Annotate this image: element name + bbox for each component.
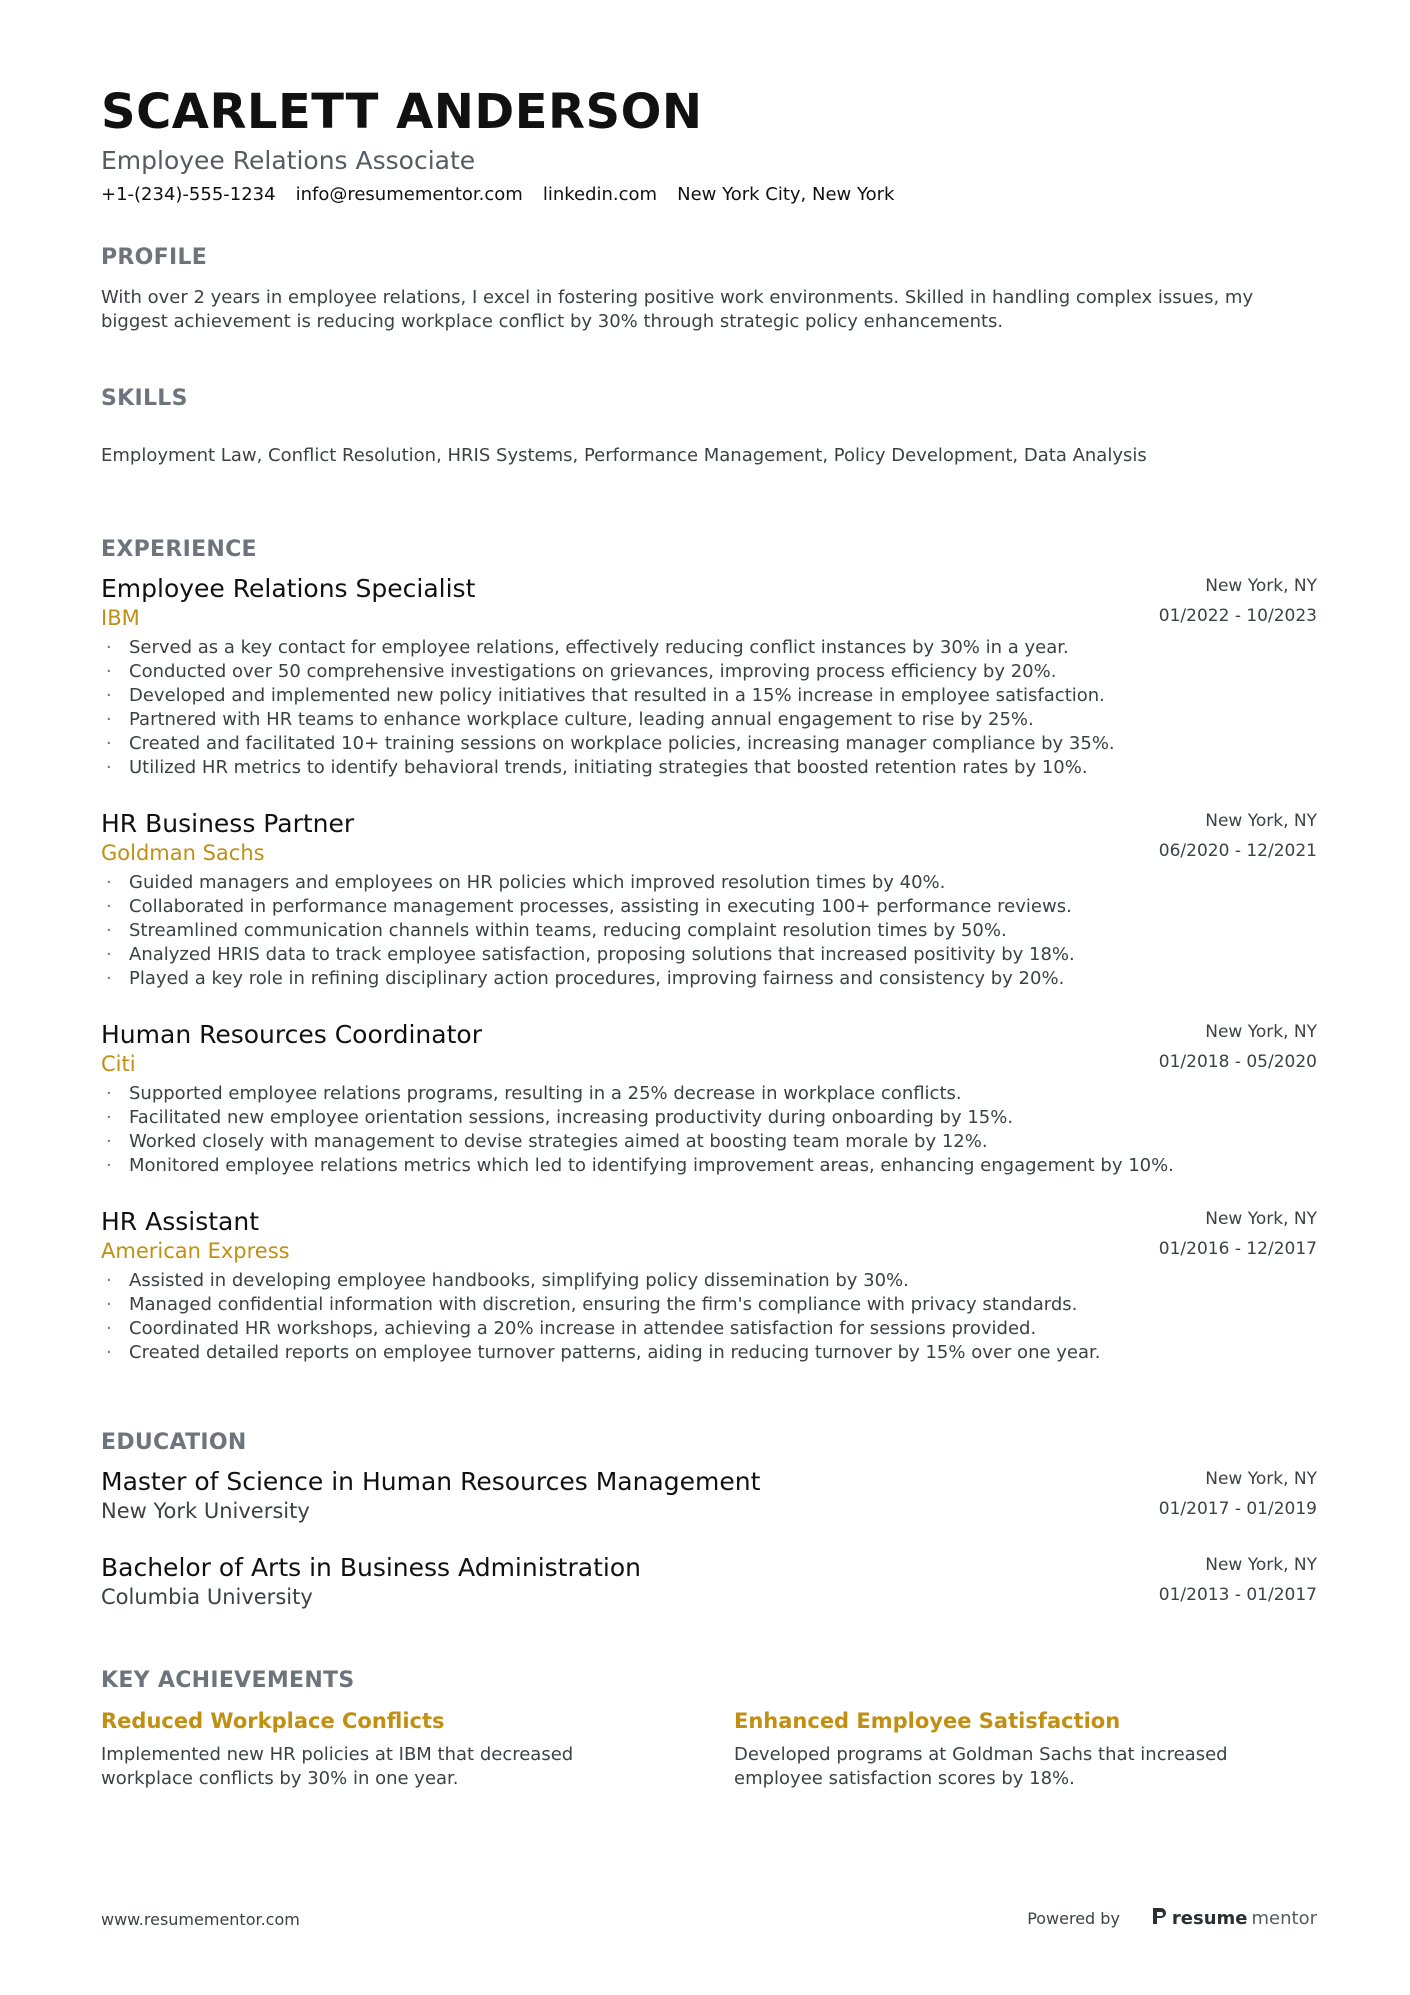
contact-email[interactable]: info@resumementor.com — [295, 184, 523, 205]
profile-text: With over 2 years in employee relations, I excel in fostering positive work environments. Skilled in handling complex issues, my biggest achievement is reducing workplace conflict by 30% through strategic policy enhancements. — [101, 287, 1254, 332]
job-bullet: · Developed and implemented new policy initiatives that resulted in a 15% increase in employee satisfaction. — [101, 684, 1317, 708]
job-dates: 01/2022 - 10/2023 — [1158, 606, 1317, 626]
achievement-desc: Developed programs at Goldman Sachs that increased employee satisfaction scores by 18%. — [734, 1744, 1228, 1789]
edu-degree: Master of Science in Human Resources Management — [101, 1467, 761, 1496]
job-bullet: · Played a key role in refining disciplinary action procedures, improving fairness and consistency by 20%. — [101, 967, 1317, 991]
job-bullet: · Created detailed reports on employee turnover patterns, aiding in reducing turnover by 15% over one year. — [101, 1341, 1317, 1365]
achievement-title: Reduced Workplace Conflicts — [101, 1709, 445, 1733]
powered-by-label: Powered by — [1027, 1909, 1120, 1928]
contact-linkedin[interactable]: linkedin.com — [542, 184, 658, 205]
achievement-desc: Implemented new HR policies at IBM that decreased workplace conflicts by 30% in one year. — [101, 1744, 574, 1789]
job-company: American Express — [101, 1239, 290, 1263]
job-company: Citi — [101, 1052, 136, 1076]
job-title: HR Business Partner — [101, 809, 355, 838]
footer-branding — [1027, 1906, 1317, 1931]
job-bullet: · Assisted in developing employee handbooks, simplifying policy dissemination by 30%. — [101, 1269, 1317, 1293]
job-title: Human Resources Coordinator — [101, 1020, 482, 1049]
job-bullets — [101, 1082, 1317, 1178]
edu-school: New York University — [101, 1499, 310, 1523]
job-bullet: · Collaborated in performance management processes, assisting in executing 100+ performance reviews. — [101, 895, 1317, 919]
job-location: New York, NY — [1205, 1209, 1317, 1229]
job-bullet: · Supported employee relations programs, resulting in a 25% decrease in workplace conflicts. — [101, 1082, 1317, 1106]
edu-dates: 01/2017 - 01/2019 — [1158, 1499, 1317, 1519]
job-location: New York, NY — [1205, 811, 1317, 831]
candidate-name: SCARLETT ANDERSON — [101, 84, 703, 140]
job-title: HR Assistant — [101, 1207, 260, 1236]
job-company: IBM — [101, 606, 140, 630]
job-bullet: · Managed confidential information with discretion, ensuring the firm's compliance with privacy standards. — [101, 1293, 1317, 1317]
edu-degree: Bachelor of Arts in Business Administration — [101, 1553, 641, 1582]
job-bullet: · Monitored employee relations metrics which led to identifying improvement areas, enhancing engagement by 10%. — [101, 1154, 1317, 1178]
footer-website[interactable]: www.resumementor.com — [101, 1910, 300, 1929]
brand-name-strong: resume — [1171, 1908, 1248, 1929]
section-title-achievements: KEY ACHIEVEMENTS — [101, 1668, 355, 1693]
job-bullet: · Created and facilitated 10+ training sessions on workplace policies, increasing manager compliance by 35%. — [101, 732, 1317, 756]
resumementor-logo-icon — [1150, 1906, 1168, 1931]
job-bullets — [101, 871, 1317, 991]
job-dates: 06/2020 - 12/2021 — [1158, 841, 1317, 861]
job-bullet: · Worked closely with management to devise strategies aimed at boosting team morale by 12%. — [101, 1130, 1317, 1154]
section-title-education: EDUCATION — [101, 1430, 247, 1455]
job-dates: 01/2018 - 05/2020 — [1158, 1052, 1317, 1072]
job-bullets — [101, 1269, 1317, 1365]
job-bullet: · Coordinated HR workshops, achieving a 20% increase in attendee satisfaction for sessions provided. — [101, 1317, 1317, 1341]
achievement-title: Enhanced Employee Satisfaction — [734, 1709, 1121, 1733]
job-bullets — [101, 636, 1317, 780]
job-bullet: · Partnered with HR teams to enhance workplace culture, leading annual engagement to rise by 25%. — [101, 708, 1317, 732]
job-title: Employee Relations Specialist — [101, 574, 476, 603]
section-title-experience: EXPERIENCE — [101, 537, 257, 562]
edu-dates: 01/2013 - 01/2017 — [1158, 1585, 1317, 1605]
job-bullet: · Guided managers and employees on HR policies which improved resolution times by 40%. — [101, 871, 1317, 895]
edu-school: Columbia University — [101, 1585, 313, 1609]
job-location: New York, NY — [1205, 576, 1317, 596]
achievement-item — [101, 1709, 621, 1791]
contact-location: New York City, New York — [677, 184, 895, 205]
candidate-role: Employee Relations Associate — [101, 146, 476, 175]
job-bullet: · Served as a key contact for employee relations, effectively reducing conflict instances by 30% in a year. — [101, 636, 1317, 660]
job-bullet: · Facilitated new employee orientation sessions, increasing productivity during onboarding by 15%. — [101, 1106, 1317, 1130]
job-bullet: · Analyzed HRIS data to track employee satisfaction, proposing solutions that increased positivity by 18%. — [101, 943, 1317, 967]
edu-location: New York, NY — [1205, 1469, 1317, 1489]
job-bullet: · Utilized HR metrics to identify behavioral trends, initiating strategies that boosted retention rates by 10%. — [101, 756, 1317, 780]
job-dates: 01/2016 - 12/2017 — [1158, 1239, 1317, 1259]
skills-text: Employment Law, Conflict Resolution, HRIS Systems, Performance Management, Policy Development, Data Analysis — [101, 445, 1147, 466]
brand-logo[interactable] — [1150, 1906, 1317, 1931]
job-company: Goldman Sachs — [101, 841, 265, 865]
contact-line — [101, 184, 894, 205]
job-location: New York, NY — [1205, 1022, 1317, 1042]
section-title-profile: PROFILE — [101, 245, 208, 270]
job-bullet: · Streamlined communication channels within teams, reducing complaint resolution times by 50%. — [101, 919, 1317, 943]
contact-phone: +1-(234)-555-1234 — [101, 184, 276, 205]
achievement-item — [734, 1709, 1254, 1791]
edu-location: New York, NY — [1205, 1555, 1317, 1575]
brand-name-light: mentor — [1251, 1908, 1317, 1929]
section-title-skills: SKILLS — [101, 386, 188, 411]
job-bullet: · Conducted over 50 comprehensive investigations on grievances, improving process efficiency by 20%. — [101, 660, 1317, 684]
